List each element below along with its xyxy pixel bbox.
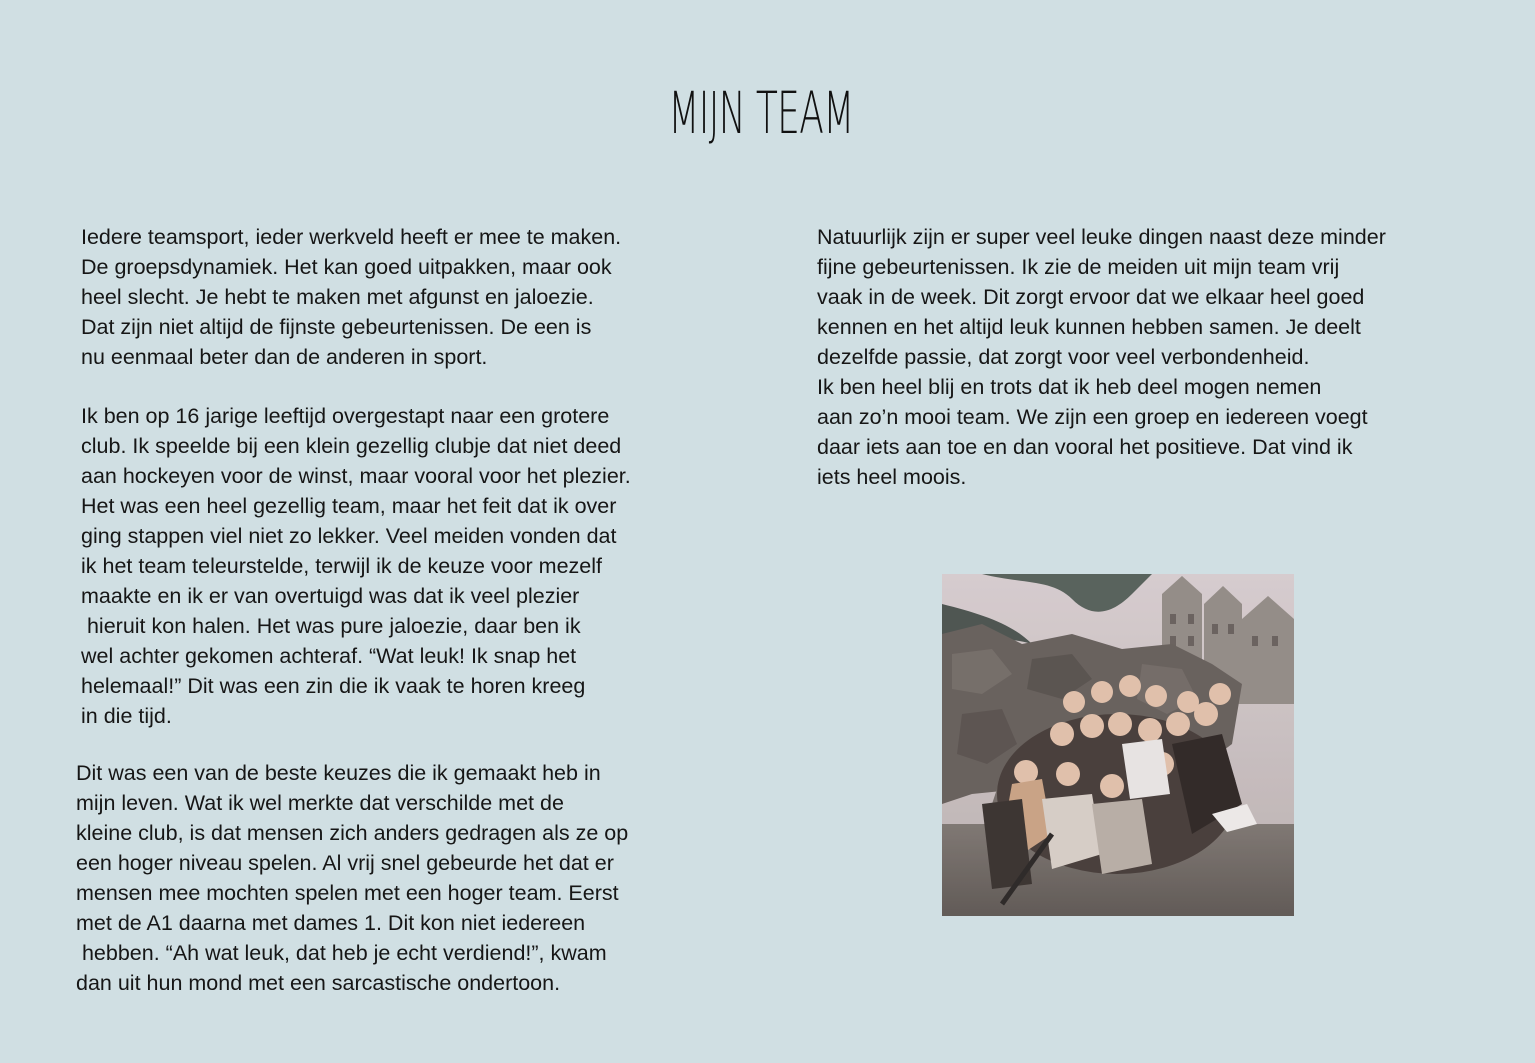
right-paragraph-1: Natuurlijk zijn er super veel leuke dingen naast deze minder fijne gebeurtenissen. Ik zie de meiden uit mijn team vrij vaak in de week. Dit zorgt ervoor dat we elkaar heel goed kennen en het altijd leuk kunnen hebben samen. Je deelt dezelfde passie, dat zorgt voor veel verbondenheid. Ik ben heel blij en trots dat ik heb deel mogen nemen aan zo’n mooi team. We zijn een groep en iedereen voegt daar iets aan toe en dan vooral het positieve. Dat vind ik iets heel moois. xyxy=(817,225,1386,489)
team-photo xyxy=(942,574,1294,916)
left-paragraph-3: Dit was een van de beste keuzes die ik gemaakt heb in mijn leven. Wat ik wel merkte dat verschilde met de kleine club, is dat mensen zich anders gedragen als ze op een hoger niveau spelen. Al vrij snel gebeurde het dat er mensen mee mochten spelen met een hoger team. Eerst met de A1 daarna met dames 1. Dit kon niet iedereen hebben. “Ah wat leuk, dat heb je echt verdiend!”, kwam dan uit hun mond met een sarcastische ondertoon. xyxy=(76,761,629,995)
left-paragraph-1: Iedere teamsport, ieder werkveld heeft er mee te maken. De groepsdynamiek. Het kan goed uitpakken, maar ook heel slecht. Je hebt te maken met afgunst en jaloezie. Dat zijn niet altijd de fijnste gebeurtenissen. De een is nu eenmaal beter dan de anderen in sport. xyxy=(81,225,622,369)
page-title: MIJN TEAM xyxy=(668,79,854,147)
left-paragraph-2: Ik ben op 16 jarige leeftijd overgestapt naar een grotere club. Ik speelde bij een klein gezellig clubje dat niet deed aan hockeyen voor de winst, maar vooral voor het plezier. Het was een heel gezellig team, maar het feit dat ik over ging stappen viel niet zo lekker. Veel meiden vonden dat ik het team teleurstelde, terwijl ik de keuze voor mezelf maakte en ik er van overtuigd was dat ik veel plezier hieruit kon halen. Het was pure jaloezie, daar ben ik wel achter gekomen achteraf. “Wat leuk! Ik snap het helemaal!” Dit was een zin die ik vaak te horen kreeg in die tijd. xyxy=(81,404,631,728)
